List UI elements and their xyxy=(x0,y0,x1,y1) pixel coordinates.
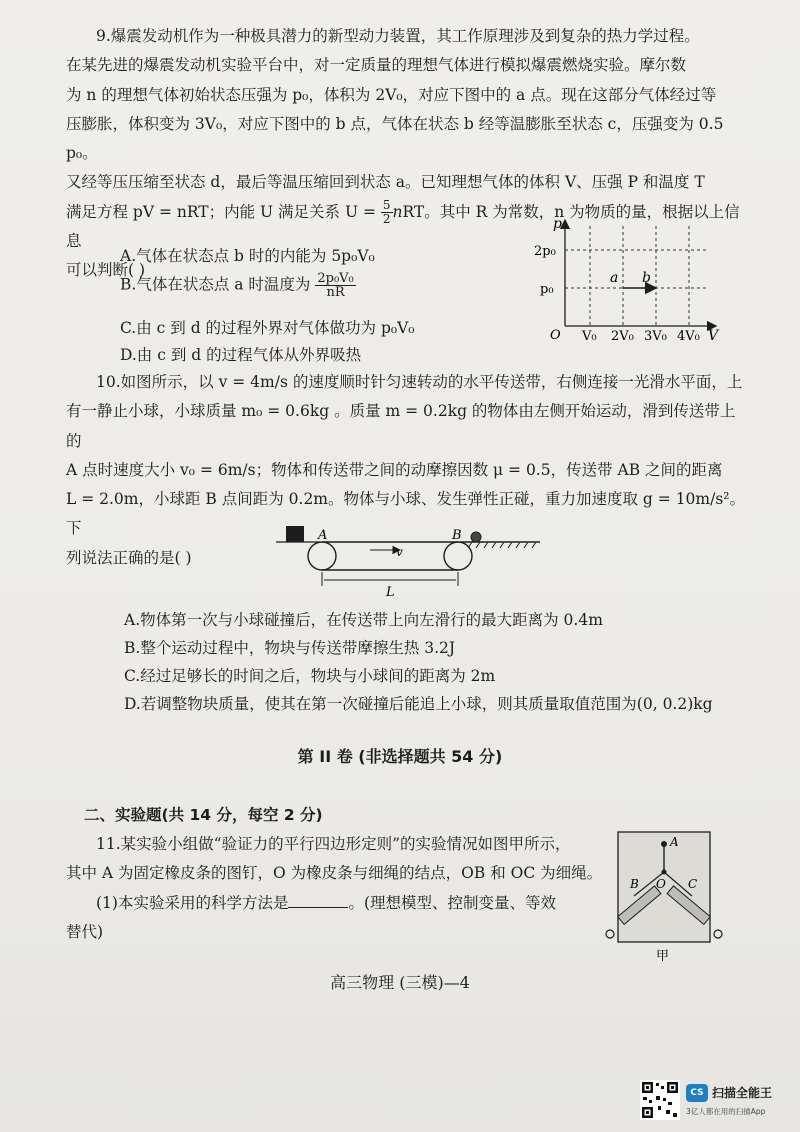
q9-energy-lead: 满足方程 pV = nRT；内能 U 满足关系 U = xyxy=(66,202,376,221)
pulley-b xyxy=(444,542,472,570)
p-axis-label: p xyxy=(553,216,562,232)
point-b-label: b xyxy=(642,270,651,286)
page-footer: 高三物理 (三模)—4 xyxy=(330,973,470,992)
q10-option-c: C.经过足够长的时间之后，物块与小球间的距离为 2m xyxy=(124,667,496,685)
q9-frac-num: 5 xyxy=(382,198,391,213)
v-axis-label: V xyxy=(708,328,719,342)
q9-option-b-text: B.气体在状态点 a 时温度为 xyxy=(120,275,311,294)
q9-option-b-num: 2p₀V₀ xyxy=(317,271,354,286)
x-tick-4v0: 4V₀ xyxy=(677,329,700,342)
q10-line-4: L = 2.0m，小球距 B 点间距为 0.2m。物体与小球、发生弹性正碰，重力加速度取 g = 10m/s²。下 xyxy=(66,490,746,538)
belt-label-a: A xyxy=(318,528,328,543)
question-11 xyxy=(66,830,606,947)
y-tick-2p0: 2p₀ xyxy=(534,244,556,259)
q9-line-5: 又经等压压缩至状态 d，最后等温压缩回到状态 a。已知理想气体的体积 V、压强 P 和温度 T xyxy=(66,173,705,192)
fig-label-a: A xyxy=(670,835,679,849)
scanner-watermark xyxy=(640,1080,790,1122)
belt-label-v: v xyxy=(396,545,403,559)
belt-label-b: B xyxy=(452,528,462,543)
fig-label-b: B xyxy=(630,877,639,891)
q11-line-3 xyxy=(66,889,606,918)
q10-line-1: 10.如图所示，以 v = 4m/s 的速度顺时针匀速转动的水平传送带，右侧连接一光滑水平面，上 xyxy=(96,373,743,391)
plane-hatching xyxy=(468,542,536,548)
block xyxy=(286,526,304,542)
experiment-section-heading: 二、实验题(共 14 分，每空 2 分) xyxy=(84,806,323,824)
origin-label: O xyxy=(550,328,561,342)
scanner-slogan: 3亿人都在用的扫描App xyxy=(686,1107,766,1116)
q11-line-1: 11.某实验小组做“验证力的平行四边形定则”的实验情况如图甲所示， xyxy=(96,835,571,853)
q9-option-b xyxy=(120,272,356,299)
q9-option-b-fraction xyxy=(315,272,355,299)
pulley-a xyxy=(308,542,336,570)
q11-line-3-prefix: (1)本实验采用的科学方法是 xyxy=(96,893,289,912)
x-tick-v0: V₀ xyxy=(582,329,597,342)
pv-graph xyxy=(528,214,728,342)
q10-option-a: A.物体第一次与小球碰撞后，在传送带上向左滑行的最大距离为 0.4m xyxy=(124,611,603,629)
q9-line-4: 压膨胀，体积变为 3V₀，对应下图中的 b 点，气体在状态 b 经等温膨胀至状态 c，压强变为 0.5 p₀。 xyxy=(66,114,724,163)
q11-line-3-suffix: 。(理想模型、控制变量、等效 xyxy=(348,893,557,912)
q9-option-b-den: nR xyxy=(326,285,345,300)
q9-frac-den: 2 xyxy=(382,212,391,227)
q9-energy-fraction xyxy=(381,199,393,226)
force-figure xyxy=(604,826,724,966)
q10-option-b: B.整个运动过程中，物块与传送带摩擦生热 3.2J xyxy=(124,639,456,657)
q9-line-8: 可以判断( ) xyxy=(66,261,146,280)
q10-line-3: A 点时速度大小 v₀ = 6m/s；物体和传送带之间的动摩擦因数 μ = 0.5，传送带 AB 之间的距离 xyxy=(66,460,723,479)
q9-option-a: A.气体在状态点 b 时的内能为 5p₀V₀ xyxy=(120,247,375,265)
q10-option-d: D.若调整物块质量，使其在第一次碰撞后能追上小球，则其质量取值范围为(0, 0.2)kg xyxy=(124,695,713,713)
fig-caption: 甲 xyxy=(656,949,670,964)
scanner-logo: CS xyxy=(686,1084,708,1102)
q9-line-1: 9.爆震发动机作为一种极具潜力的新型动力装置，其工作原理涉及到复杂的热力学过程。 xyxy=(96,27,700,45)
x-tick-2v0: 2V₀ xyxy=(611,329,634,342)
x-tick-3v0: 3V₀ xyxy=(644,329,667,342)
scanner-brand: 扫描全能王 xyxy=(712,1086,773,1100)
conveyor-belt-diagram xyxy=(270,520,550,600)
q10-line-2: 有一静止小球，小球质量 m₀ = 0.6kg 。质量 m = 0.2kg 的物体由左侧开始运动，滑到传送带上的 xyxy=(66,402,736,450)
q9-line-3: 为 n 的理想气体初始状态压强为 p₀，体积为 2V₀，对应下图中的 a 点。现在这部分气体经过等 xyxy=(66,85,717,104)
hook-right xyxy=(714,930,722,938)
q11-line-4: 替代) xyxy=(66,922,104,941)
ball xyxy=(471,532,481,542)
belt-label-l: L xyxy=(386,585,395,600)
answer-blank[interactable] xyxy=(288,893,348,908)
point-a-label: a xyxy=(610,270,619,286)
hook-left xyxy=(606,930,614,938)
fig-label-o: O xyxy=(656,877,666,891)
section-2-title: 第 II 卷 (非选择题共 54 分) xyxy=(297,747,503,766)
y-tick-p0: p₀ xyxy=(540,282,554,297)
q9-energy-tail: RT。其中 R 为常数，n 为物质的量，根据以上信息 xyxy=(66,202,740,251)
q11-line-2: 其中 A 为固定橡皮条的图钉，O 为橡皮条与细绳的结点，OB 和 OC 为细绳。 xyxy=(66,864,603,883)
q9-option-c: C.由 c 到 d 的过程外界对气体做功为 p₀V₀ xyxy=(120,319,415,337)
grid-lines xyxy=(565,226,708,326)
q9-option-d: D.由 c 到 d 的过程气体从外界吸热 xyxy=(120,346,362,364)
q9-line-2: 在某先进的爆震发动机实验平台中，对一定质量的理想气体进行模拟爆震燃烧实验。摩尔数 xyxy=(66,56,687,75)
q9-frac-var: n xyxy=(392,202,403,221)
qr-code-icon xyxy=(640,1080,680,1120)
q10-line-5: 列说法正确的是( ) xyxy=(66,548,192,567)
fig-label-c: C xyxy=(688,877,698,891)
